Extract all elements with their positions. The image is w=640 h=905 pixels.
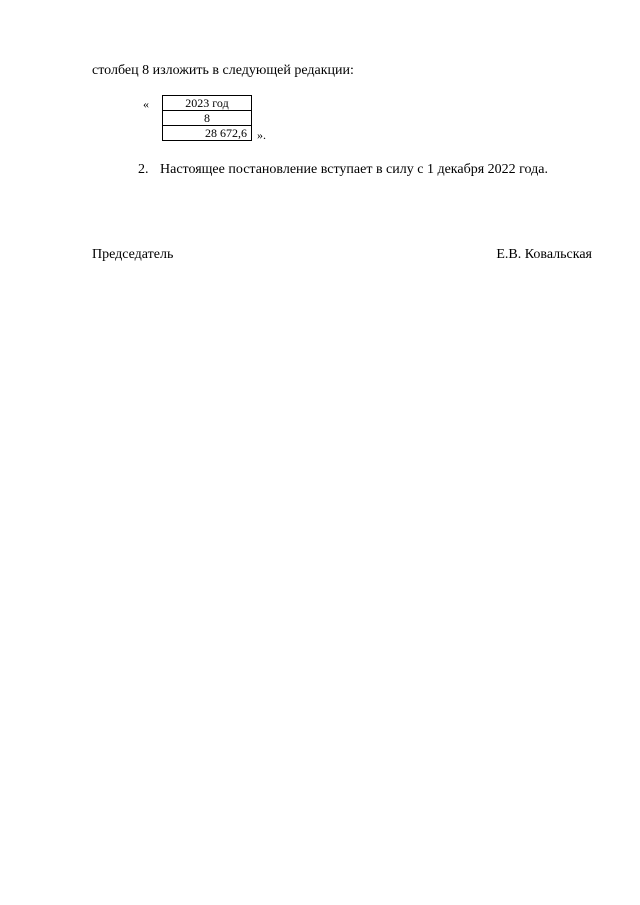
opening-quote: « [143,97,149,111]
inserted-table [162,95,252,141]
table-row [163,126,252,141]
closing-quote: ». [257,128,266,142]
signatory-title: Председатель [92,247,174,262]
signatory-name: Е.В. Ковальская [496,247,592,262]
item-text: Настоящее постановление вступает в силу с 1 декабря 2022 года. [160,162,548,177]
item-number: 2. [138,162,149,177]
column-number-cell: 8 [163,111,252,126]
table-row [163,96,252,111]
value-cell: 28 672,6 [163,126,252,141]
table-row [163,111,252,126]
intro-paragraph: столбец 8 изложить в следующей редакции: [92,63,354,78]
numbered-item [138,162,548,178]
year-header-cell: 2023 год [163,96,252,111]
